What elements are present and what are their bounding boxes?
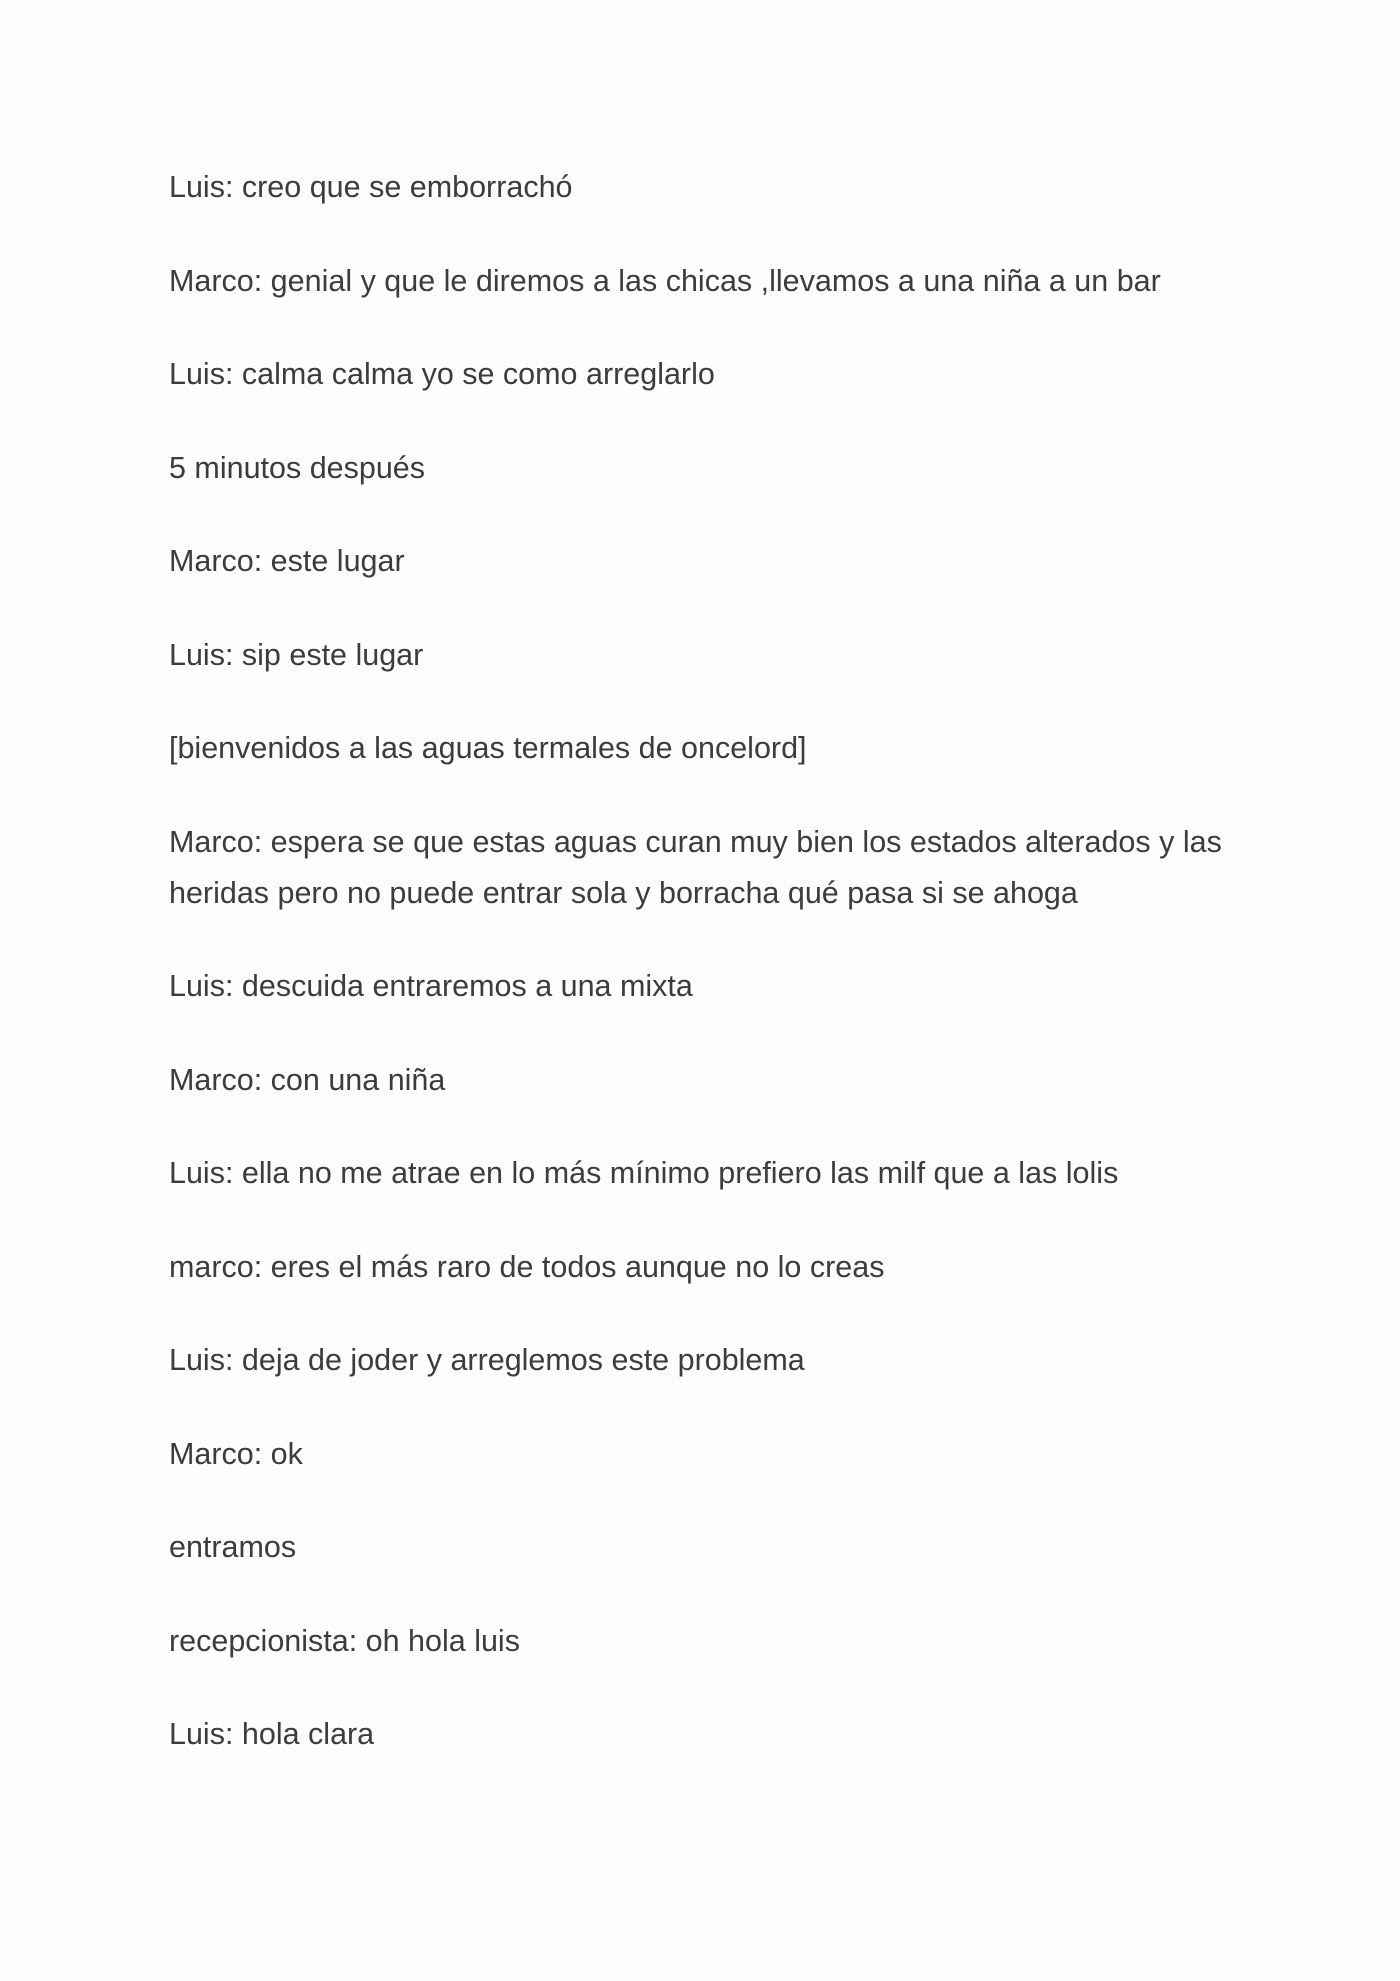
dialogue-line: marco: eres el más raro de todos aunque no lo creas	[169, 1249, 885, 1284]
dialogue-line: Marco: espera se que estas aguas curan muy bien los estados alterados y las heridas pero no puede entrar sola y borracha qué pasa si se ahoga	[169, 824, 1222, 910]
dialogue-line: Marco: genial y que le diremos a las chicas ,llevamos a una niña a un bar	[169, 263, 1161, 298]
dialogue-line: Marco: con una niña	[169, 1062, 446, 1097]
dialogue-line: recepcionista: oh hola luis	[169, 1623, 520, 1658]
dialogue-line: Marco: ok	[169, 1436, 303, 1471]
dialogue-line: Luis: ella no me atrae en lo más mínimo prefiero las milf que a las lolis	[169, 1156, 1119, 1190]
dialogue-line: Marco: este lugar	[169, 544, 405, 578]
dialogue-line: Luis: calma calma yo se como arreglarlo	[169, 357, 715, 391]
narration-line: 5 minutos después	[169, 450, 426, 485]
dialogue-line: Luis: deja de joder y arreglemos este problema	[169, 1343, 805, 1377]
narration-line: entramos	[169, 1530, 297, 1564]
document-body	[169, 162, 1249, 1803]
dialogue-line: Luis: sip este lugar	[169, 637, 424, 672]
dialogue-line: Luis: hola clara	[169, 1717, 375, 1751]
dialogue-line: Luis: descuida entraremos a una mixta	[169, 969, 693, 1003]
dialogue-line: Luis: creo que se emborrachó	[169, 170, 573, 204]
sign-text-line: [bienvenidos a las aguas termales de oncelord]	[169, 731, 807, 765]
